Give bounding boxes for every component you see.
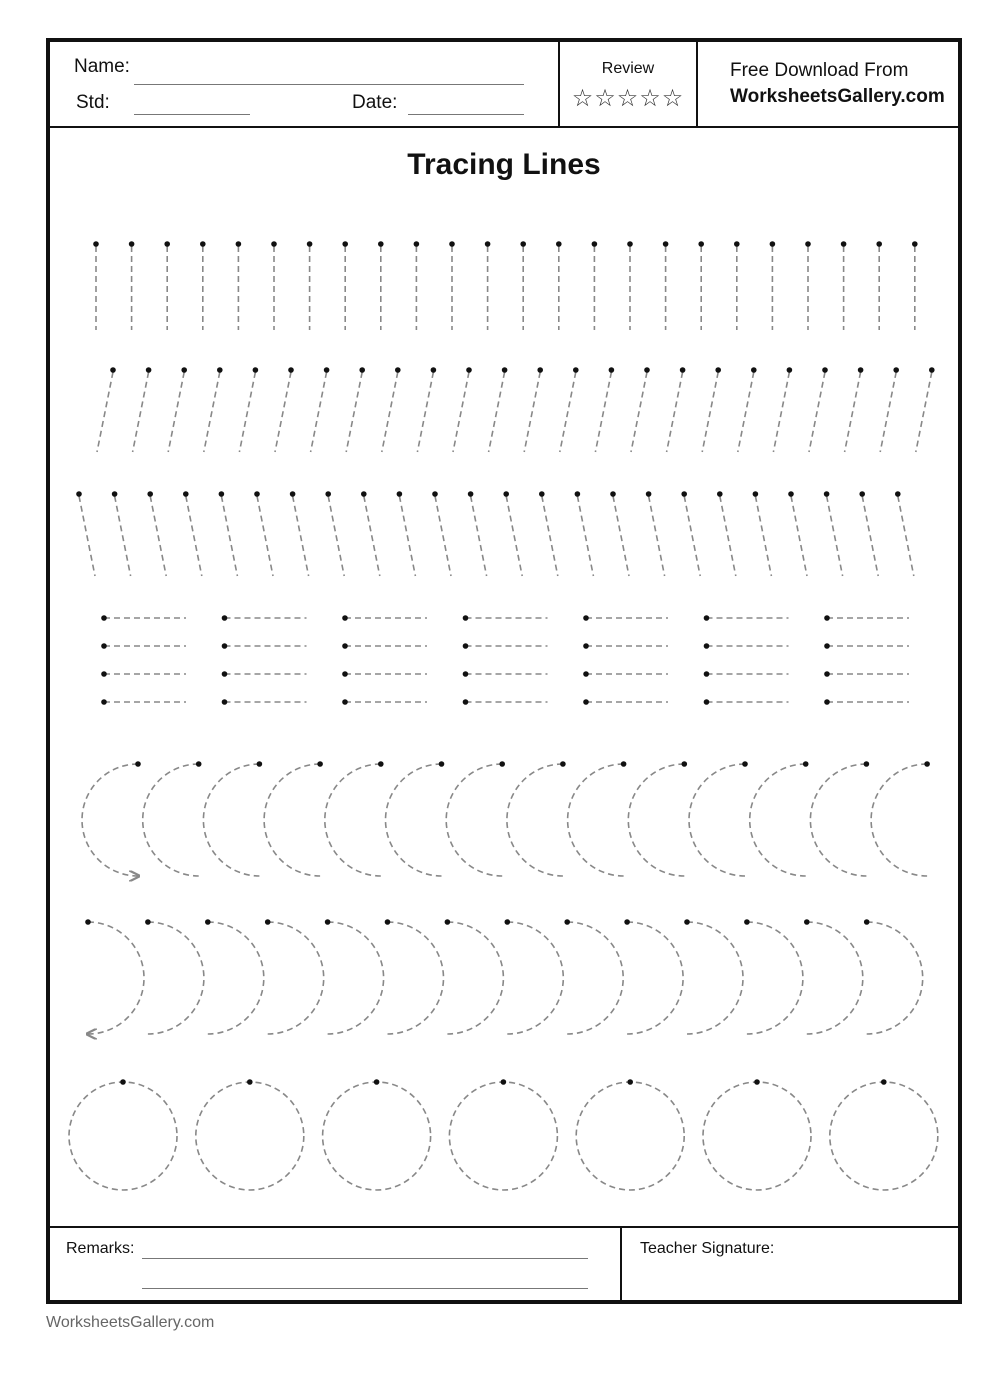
circle-trace xyxy=(830,1082,938,1190)
left-arc-trace xyxy=(386,764,442,876)
forward-slant-trace-line xyxy=(702,372,718,452)
start-dot xyxy=(101,671,107,677)
start-dot xyxy=(824,643,830,649)
remarks-line-1[interactable] xyxy=(142,1258,588,1259)
start-dot xyxy=(307,241,313,247)
left-arc-trace xyxy=(143,764,199,876)
circle-trace xyxy=(323,1082,431,1190)
forward-slant-trace-line xyxy=(631,372,647,452)
name-label: Name: xyxy=(74,56,130,77)
forward-slant-trace-line xyxy=(453,372,469,452)
backward-slant-trace-line xyxy=(862,496,878,576)
start-dot xyxy=(395,367,401,373)
backward-slant-trace-line xyxy=(827,496,843,576)
start-dot xyxy=(503,491,509,497)
start-dot xyxy=(864,761,870,767)
right-arc-trace xyxy=(148,922,204,1034)
start-dot xyxy=(397,491,403,497)
start-dot xyxy=(751,367,757,373)
backward-slant-trace-line xyxy=(399,496,415,576)
start-dot xyxy=(110,367,116,373)
start-dot xyxy=(463,671,469,677)
start-dot xyxy=(742,761,748,767)
start-dot xyxy=(592,241,598,247)
start-dot xyxy=(257,761,263,767)
start-dot xyxy=(704,643,710,649)
circle-trace xyxy=(69,1082,177,1190)
backward-slant-trace-line xyxy=(115,496,131,576)
start-dot xyxy=(684,919,690,925)
start-dot xyxy=(573,367,579,373)
start-dot xyxy=(317,761,323,767)
start-dot xyxy=(804,919,810,925)
forward-slant-trace-line xyxy=(880,372,896,452)
left-arc-trace xyxy=(264,764,320,876)
watermark: WorksheetsGallery.com xyxy=(46,1314,215,1331)
left-arc-trace xyxy=(871,764,927,876)
start-dot xyxy=(824,699,830,705)
start-dot xyxy=(101,643,107,649)
start-dot xyxy=(824,615,830,621)
start-dot xyxy=(222,699,228,705)
site-name: WorksheetsGallery.com xyxy=(730,86,945,107)
start-dot xyxy=(414,241,420,247)
start-dot xyxy=(501,1079,507,1085)
start-dot xyxy=(859,491,865,497)
start-dot xyxy=(342,643,348,649)
start-dot xyxy=(858,367,864,373)
start-dot xyxy=(881,1079,887,1085)
start-dot xyxy=(754,1079,760,1085)
start-dot xyxy=(502,367,508,373)
start-dot xyxy=(164,241,170,247)
start-dot xyxy=(681,491,687,497)
start-dot xyxy=(621,761,627,767)
page-title: Tracing Lines xyxy=(407,148,601,181)
backward-slant-trace-line xyxy=(720,496,736,576)
right-arc-trace xyxy=(747,922,803,1034)
start-dot xyxy=(499,761,505,767)
forward-slant-trace-line xyxy=(346,372,362,452)
forward-slant-trace-line xyxy=(417,372,433,452)
left-arc-trace xyxy=(568,764,624,876)
start-dot xyxy=(135,761,141,767)
start-dot xyxy=(485,241,491,247)
free-download-text: Free Download From xyxy=(730,60,909,81)
start-dot xyxy=(254,491,260,497)
start-dot xyxy=(753,491,759,497)
start-dot xyxy=(359,367,365,373)
start-dot xyxy=(463,699,469,705)
right-arc-trace xyxy=(447,922,503,1034)
forward-slant-trace-line xyxy=(560,372,576,452)
footer xyxy=(50,1226,958,1302)
start-dot xyxy=(324,367,330,373)
start-dot xyxy=(583,671,589,677)
forward-slant-trace-line xyxy=(204,372,220,452)
start-dot xyxy=(342,671,348,677)
start-dot xyxy=(864,919,870,925)
left-arc-trace xyxy=(446,764,502,876)
start-dot xyxy=(715,367,721,373)
start-dot xyxy=(147,491,153,497)
start-dot xyxy=(112,491,118,497)
start-dot xyxy=(646,491,652,497)
start-dot xyxy=(253,367,259,373)
backward-slant-trace-line xyxy=(328,496,344,576)
start-dot xyxy=(537,367,543,373)
backward-slant-trace-line xyxy=(79,496,95,576)
start-dot xyxy=(378,241,384,247)
start-dot xyxy=(610,491,616,497)
signature-box xyxy=(620,1228,960,1302)
right-arc-trace xyxy=(88,922,144,1034)
backward-slant-trace-line xyxy=(293,496,309,576)
date-label: Date: xyxy=(352,92,398,113)
forward-slant-trace-line xyxy=(845,372,861,452)
forward-slant-trace-line xyxy=(773,372,789,452)
worksheet-page xyxy=(46,38,962,1304)
left-arc-trace xyxy=(82,764,138,876)
start-dot xyxy=(385,919,391,925)
right-arc-trace xyxy=(867,922,923,1034)
left-arc-trace xyxy=(325,764,381,876)
left-arc-trace xyxy=(810,764,866,876)
start-dot xyxy=(583,615,589,621)
right-arc-trace xyxy=(388,922,444,1034)
start-dot xyxy=(734,241,740,247)
start-dot xyxy=(744,919,750,925)
backward-slant-trace-line xyxy=(649,496,665,576)
review-label: Review xyxy=(601,60,655,77)
start-dot xyxy=(378,761,384,767)
start-dot xyxy=(876,241,882,247)
forward-slant-trace-line xyxy=(667,372,683,452)
right-arc-trace xyxy=(627,922,683,1034)
remarks-line-2[interactable] xyxy=(142,1288,588,1289)
start-dot xyxy=(698,241,704,247)
start-dot xyxy=(439,761,445,767)
start-dot xyxy=(205,919,211,925)
start-dot xyxy=(265,919,271,925)
start-dot xyxy=(236,241,242,247)
start-dot xyxy=(787,367,793,373)
start-dot xyxy=(145,919,151,925)
left-arc-trace xyxy=(750,764,806,876)
start-dot xyxy=(663,241,669,247)
start-dot xyxy=(129,241,135,247)
start-dot xyxy=(361,491,367,497)
start-dot xyxy=(466,367,472,373)
start-dot xyxy=(680,367,686,373)
start-dot xyxy=(575,491,581,497)
start-dot xyxy=(181,367,187,373)
start-dot xyxy=(247,1079,253,1085)
start-dot xyxy=(627,1079,633,1085)
teacher-signature-label: Teacher Signature: xyxy=(640,1240,775,1257)
start-dot xyxy=(803,761,809,767)
backward-slant-trace-line xyxy=(186,496,202,576)
rating-stars-icon[interactable]: ☆☆☆☆☆ xyxy=(571,85,685,112)
start-dot xyxy=(325,491,331,497)
left-arc-trace xyxy=(689,764,745,876)
start-dot xyxy=(929,367,935,373)
start-dot xyxy=(564,919,570,925)
start-dot xyxy=(805,241,811,247)
start-dot xyxy=(85,919,91,925)
backward-slant-trace-line xyxy=(435,496,451,576)
forward-slant-trace-line xyxy=(809,372,825,452)
start-dot xyxy=(342,699,348,705)
start-dot xyxy=(463,615,469,621)
backward-slant-trace-line xyxy=(257,496,273,576)
std-label: Std: xyxy=(76,92,110,113)
start-dot xyxy=(445,919,451,925)
start-dot xyxy=(76,491,82,497)
start-dot xyxy=(893,367,899,373)
start-dot xyxy=(101,615,107,621)
forward-slant-trace-line xyxy=(916,372,932,452)
start-dot xyxy=(431,367,437,373)
circle-trace xyxy=(196,1082,304,1190)
start-dot xyxy=(822,367,828,373)
right-arc-trace xyxy=(507,922,563,1034)
start-dot xyxy=(583,643,589,649)
circle-trace xyxy=(703,1082,811,1190)
start-dot xyxy=(704,671,710,677)
forward-slant-trace-line xyxy=(168,372,184,452)
backward-slant-trace-line xyxy=(577,496,593,576)
forward-slant-trace-line xyxy=(275,372,291,452)
start-dot xyxy=(325,919,331,925)
forward-slant-trace-line xyxy=(382,372,398,452)
forward-slant-trace-line xyxy=(239,372,255,452)
start-dot xyxy=(342,615,348,621)
start-dot xyxy=(560,761,566,767)
left-arc-trace xyxy=(203,764,259,876)
forward-slant-trace-line xyxy=(489,372,505,452)
circle-trace xyxy=(576,1082,684,1190)
start-dot xyxy=(556,241,562,247)
start-dot xyxy=(841,241,847,247)
right-arc-trace xyxy=(807,922,863,1034)
start-dot xyxy=(196,761,202,767)
start-dot xyxy=(93,241,99,247)
backward-slant-trace-line xyxy=(542,496,558,576)
start-dot xyxy=(183,491,189,497)
backward-slant-trace-line xyxy=(898,496,914,576)
start-dot xyxy=(520,241,526,247)
start-dot xyxy=(704,699,710,705)
start-dot xyxy=(644,367,650,373)
right-arc-trace xyxy=(567,922,623,1034)
backward-slant-trace-line xyxy=(755,496,771,576)
backward-slant-trace-line xyxy=(613,496,629,576)
start-dot xyxy=(824,671,830,677)
start-dot xyxy=(222,615,228,621)
start-dot xyxy=(222,643,228,649)
tracing-area xyxy=(50,42,958,1226)
start-dot xyxy=(449,241,455,247)
start-dot xyxy=(432,491,438,497)
start-dot xyxy=(146,367,152,373)
forward-slant-trace-line xyxy=(738,372,754,452)
start-dot xyxy=(219,491,225,497)
right-arc-trace xyxy=(328,922,384,1034)
backward-slant-trace-line xyxy=(221,496,237,576)
start-dot xyxy=(120,1079,126,1085)
start-dot xyxy=(217,367,223,373)
forward-slant-trace-line xyxy=(311,372,327,452)
start-dot xyxy=(824,491,830,497)
start-dot xyxy=(624,919,630,925)
start-dot xyxy=(288,367,294,373)
start-dot xyxy=(222,671,228,677)
start-dot xyxy=(583,699,589,705)
start-dot xyxy=(200,241,206,247)
circle-trace xyxy=(449,1082,557,1190)
forward-slant-trace-line xyxy=(133,372,149,452)
start-dot xyxy=(374,1079,380,1085)
backward-slant-trace-line xyxy=(364,496,380,576)
start-dot xyxy=(924,761,930,767)
start-dot xyxy=(468,491,474,497)
left-arc-trace xyxy=(507,764,563,876)
start-dot xyxy=(271,241,277,247)
start-dot xyxy=(912,241,918,247)
start-dot xyxy=(290,491,296,497)
start-dot xyxy=(895,491,901,497)
backward-slant-trace-line xyxy=(791,496,807,576)
left-arc-trace xyxy=(628,764,684,876)
start-dot xyxy=(717,491,723,497)
start-dot xyxy=(682,761,688,767)
start-dot xyxy=(627,241,633,247)
start-dot xyxy=(704,615,710,621)
forward-slant-trace-line xyxy=(524,372,540,452)
start-dot xyxy=(463,643,469,649)
backward-slant-trace-line xyxy=(684,496,700,576)
backward-slant-trace-line xyxy=(506,496,522,576)
start-dot xyxy=(609,367,615,373)
start-dot xyxy=(342,241,348,247)
remarks-label: Remarks: xyxy=(66,1240,135,1257)
forward-slant-trace-line xyxy=(97,372,113,452)
start-dot xyxy=(770,241,776,247)
start-dot xyxy=(788,491,794,497)
right-arc-trace xyxy=(208,922,264,1034)
start-dot xyxy=(101,699,107,705)
start-dot xyxy=(505,919,511,925)
right-arc-trace xyxy=(268,922,324,1034)
start-dot xyxy=(539,491,545,497)
backward-slant-trace-line xyxy=(150,496,166,576)
backward-slant-trace-line xyxy=(471,496,487,576)
forward-slant-trace-line xyxy=(595,372,611,452)
right-arc-trace xyxy=(687,922,743,1034)
